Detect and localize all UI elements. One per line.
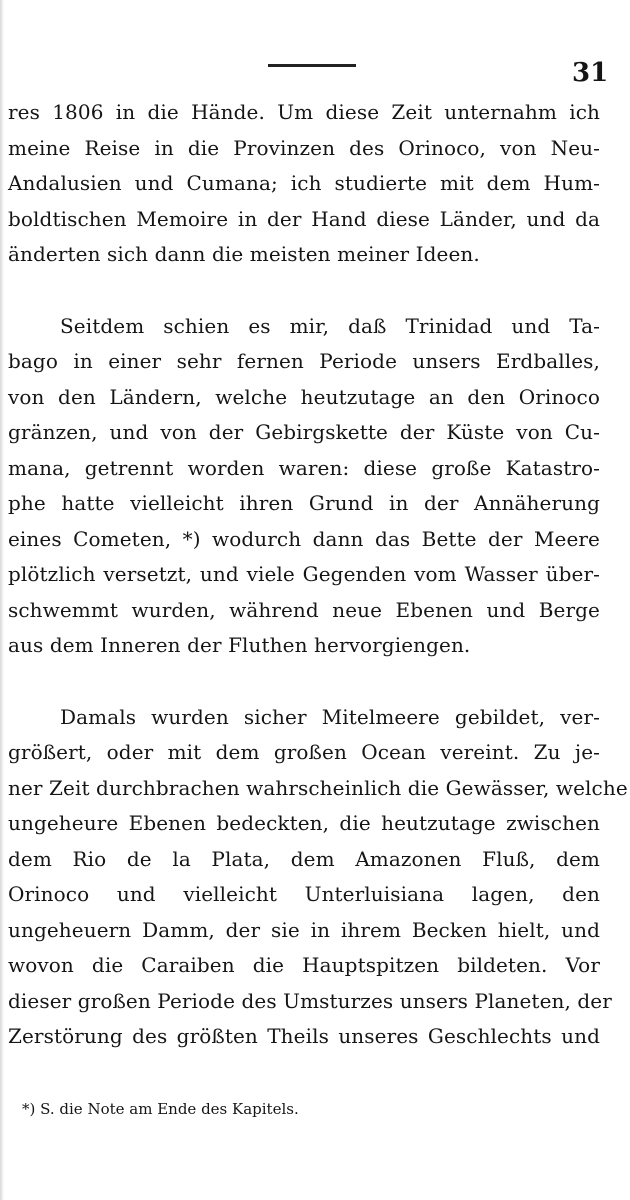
text-line: wovon die Caraiben die Hauptspitzen bildeten. Vor [8, 953, 600, 977]
text-line: Damals wurden sicher Mitelmeere gebildet, ver- [60, 704, 600, 729]
text-line: ner Zeit durchbrachen wahrscheinlich die Gewässer, welche [8, 775, 628, 800]
text-line: Andalusien und Cumana; ich studierte mit dem Hum- [8, 171, 600, 195]
text-line: boldtischen Memoire in der Hand diese Länder, und da [8, 206, 600, 231]
paragraph-1 [8, 95, 600, 273]
text-line: gränzen, und von der Gebirgskette der Küste von Cu- [8, 420, 600, 444]
header-rule [268, 64, 356, 67]
text-line: größert, oder mit dem großen Ocean vereint. Zu je- [8, 740, 600, 764]
text-line: schwemmt wurden, während neue Ebenen und Berge [8, 597, 600, 622]
footnote: *) S. die Note am Ende des Kapitels. [22, 1100, 299, 1118]
text-line: dieser großen Periode des Umsturzes unsers Planeten, der [8, 988, 612, 1013]
text-line: ungeheuern Damm, der sie in ihrem Becken hielt, und [8, 917, 600, 942]
text-line: Seitdem schien es mir, daß Trinidad und Ta- [60, 313, 600, 338]
text-line: Orinoco und vielleicht Unterluisiana lagen, den [8, 882, 600, 906]
text-line: meine Reise in die Provinzen des Orinoco, von Neu- [8, 135, 600, 160]
page-number: 31 [572, 58, 609, 88]
text-line: res 1806 in die Hände. Um diese Zeit unternahm ich [8, 100, 600, 124]
text-line: plötzlich versetzt, und viele Gegenden vom Wasser über- [8, 562, 600, 586]
page-edge-shadow [0, 0, 4, 1200]
paragraph-gap [8, 273, 600, 309]
text-line: aus dem Inneren der Fluthen hervorgiengen. [8, 633, 471, 657]
text-line: ungeheure Ebenen bedeckten, die heutzutage zwischen [8, 811, 600, 835]
text-line: von den Ländern, welche heutzutage an den Orinoco [8, 384, 600, 409]
text-line: Zerstörung des größten Theils unseres Geschlechts und [8, 1024, 600, 1048]
text-line: änderten sich dann die meisten meiner Ideen. [8, 242, 480, 266]
text-line: dem Rio de la Plata, dem Amazonen Fluß, dem [8, 846, 600, 871]
paragraph-gap [8, 664, 600, 700]
paragraph-2 [8, 309, 600, 664]
text-line: eines Cometen, *) wodurch dann das Bette der Meere [8, 526, 600, 551]
paragraph-3 [8, 700, 628, 1055]
text-line: bago in einer sehr fernen Periode unsers Erdballes, [8, 349, 600, 373]
text-line: mana, getrennt worden waren: diese große Katastro- [8, 455, 600, 480]
body-text [8, 95, 628, 1055]
text-line: phe hatte vielleicht ihren Grund in der Annäherung [8, 491, 600, 515]
